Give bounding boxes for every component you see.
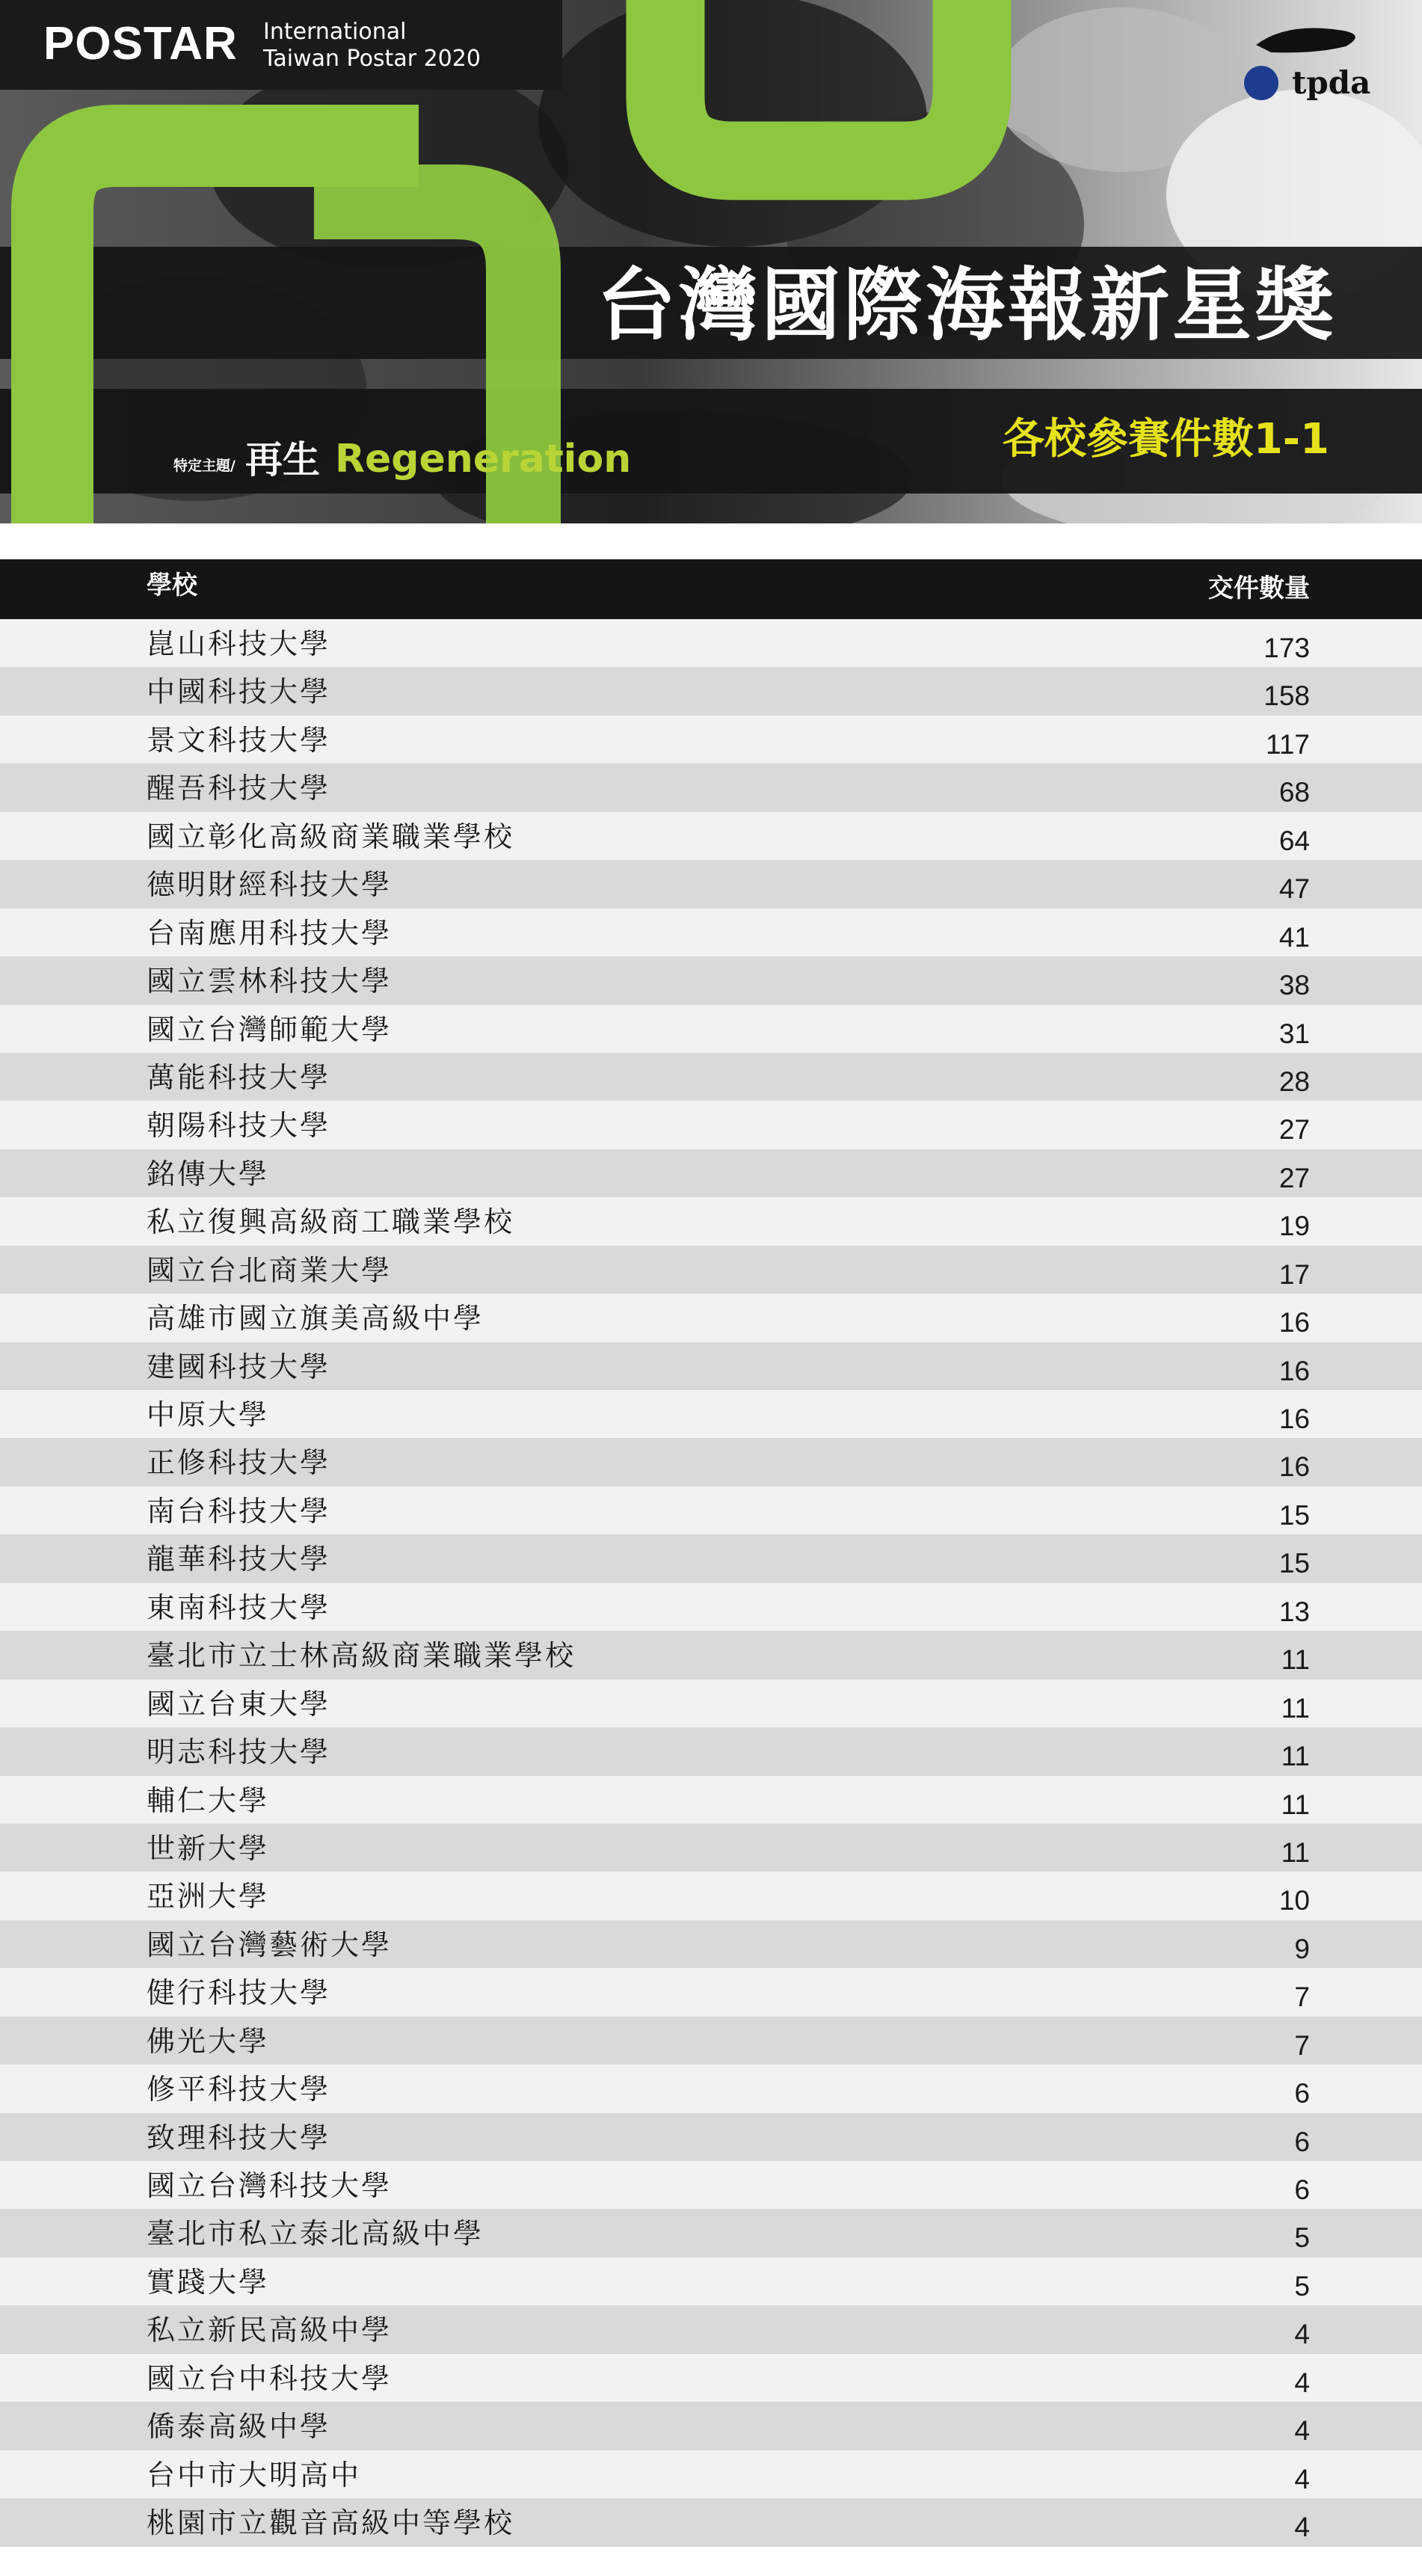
- school-name: 佛光大學: [147, 2024, 270, 2058]
- school-name: 桃園市立觀音高級中等學校: [147, 2506, 515, 2540]
- entry-count: 16: [1278, 1404, 1310, 1434]
- theme-name-en: Regeneration: [335, 437, 632, 482]
- school-name: 私立新民高級中學: [147, 2314, 393, 2347]
- table-row: [0, 860, 1422, 908]
- column-header-count: 交件數量: [1208, 574, 1310, 603]
- entry-count: 64: [1278, 825, 1310, 856]
- entry-count: 158: [1264, 680, 1310, 712]
- entry-count: 4: [1294, 2367, 1310, 2398]
- school-name: 國立台東大學: [147, 1687, 331, 1721]
- school-name: 私立復興高級商工職業學校: [147, 1205, 515, 1239]
- school-name: 台中市大明高中: [147, 2458, 362, 2492]
- entry-count: 7: [1294, 1982, 1310, 2013]
- table-row: [0, 2161, 1422, 2209]
- table-row: [0, 1294, 1422, 1341]
- entry-count: 28: [1278, 1066, 1310, 1097]
- entry-count: 68: [1278, 777, 1310, 808]
- entry-count: 4: [1294, 2319, 1310, 2350]
- school-name: 中原大學: [147, 1398, 270, 1431]
- table-row: [0, 1824, 1422, 1872]
- table-row: [0, 2113, 1422, 2161]
- entry-count: 19: [1278, 1211, 1310, 1242]
- school-name: 臺北市立士林高級商業職業學校: [147, 1639, 576, 1673]
- postar-logo: POSTAR: [43, 18, 238, 70]
- table-row: [0, 2402, 1422, 2450]
- entry-count: 15: [1278, 1548, 1310, 1579]
- school-name: 朝陽科技大學: [147, 1109, 331, 1143]
- table-row: [0, 667, 1422, 715]
- entry-count: 11: [1281, 1644, 1310, 1676]
- logo-subtitle-line1: International: [263, 19, 407, 45]
- entry-count: 4: [1294, 2463, 1310, 2494]
- entry-count: 13: [1278, 1596, 1310, 1627]
- entry-count: 6: [1294, 2078, 1310, 2109]
- school-name: 國立台灣科技大學: [147, 2169, 393, 2202]
- school-name: 銘傳大學: [147, 1157, 270, 1190]
- table-row: [0, 1920, 1422, 1968]
- table-row: [0, 1776, 1422, 1824]
- school-name: 中國科技大學: [147, 675, 331, 709]
- entry-count: 11: [1281, 1789, 1310, 1820]
- school-name: 國立雲林科技大學: [147, 965, 393, 998]
- tpda-wordmark: tpda: [1292, 64, 1371, 101]
- table-body: [0, 619, 1422, 2547]
- entry-count: 38: [1278, 970, 1310, 1001]
- column-header-school: 學校: [147, 571, 197, 600]
- table-row: [0, 1101, 1422, 1149]
- table-row: [0, 1679, 1422, 1727]
- table-row: [0, 1342, 1422, 1390]
- school-name: 國立台中科技大學: [147, 2361, 393, 2395]
- logo-panel: [0, 0, 562, 90]
- entry-count: 9: [1294, 1933, 1310, 1964]
- entry-count: 17: [1278, 1258, 1310, 1290]
- tpda-dot-icon: [1244, 66, 1278, 100]
- table-row: [0, 812, 1422, 860]
- school-name: 南台科技大學: [147, 1494, 331, 1528]
- table-row: [0, 1968, 1422, 2016]
- entry-count: 11: [1281, 1836, 1310, 1868]
- table-row: [0, 1583, 1422, 1631]
- school-name: 醒吾科技大學: [147, 772, 331, 805]
- header-banner: [0, 0, 1422, 523]
- school-name: 致理科技大學: [147, 2121, 331, 2154]
- table-row: [0, 2498, 1422, 2546]
- table-row: [0, 1246, 1422, 1294]
- entry-count: 11: [1281, 1692, 1310, 1724]
- school-name: 僑泰高級中學: [147, 2410, 331, 2444]
- table-row: [0, 1197, 1422, 1245]
- table-row: [0, 1390, 1422, 1438]
- entry-count: 11: [1281, 1741, 1310, 1772]
- table-row: [0, 1149, 1422, 1197]
- entry-count: 31: [1278, 1018, 1310, 1049]
- entry-count: 5: [1294, 2222, 1310, 2254]
- school-name: 萬能科技大學: [147, 1060, 331, 1094]
- entry-count: 47: [1278, 873, 1310, 905]
- table-row: [0, 1005, 1422, 1053]
- entry-count: 16: [1278, 1451, 1310, 1483]
- table-header: [0, 559, 1422, 619]
- table-row: [0, 956, 1422, 1004]
- table-row: [0, 909, 1422, 956]
- school-name: 輔仁大學: [147, 1783, 270, 1817]
- table-row: [0, 2354, 1422, 2402]
- entry-count: 117: [1266, 728, 1310, 760]
- school-name: 正修科技大學: [147, 1446, 331, 1480]
- logo-subtitle-line2: Taiwan Postar 2020: [263, 46, 481, 72]
- entries-table: [0, 559, 1422, 2547]
- page-subtitle: 各校參賽件數1-1: [1002, 415, 1329, 464]
- school-name: 高雄市國立旗美高級中學: [147, 1302, 484, 1335]
- table-row: [0, 2065, 1422, 2112]
- school-name: 國立台灣藝術大學: [147, 1928, 393, 1961]
- theme-name-zh: 再生: [245, 438, 320, 482]
- table-row: [0, 1727, 1422, 1775]
- entry-count: 173: [1264, 633, 1310, 663]
- school-name: 修平科技大學: [147, 2073, 331, 2106]
- entry-count: 4: [1294, 2512, 1310, 2543]
- theme-label: 特定主題/: [173, 458, 236, 474]
- table-row: [0, 1438, 1422, 1486]
- table-row: [0, 716, 1422, 763]
- entry-count: 27: [1278, 1114, 1310, 1146]
- school-name: 國立台北商業大學: [147, 1253, 393, 1287]
- school-name: 國立台灣師範大學: [147, 1012, 393, 1046]
- school-name: 健行科技大學: [147, 1976, 331, 2010]
- school-name: 國立彰化高級商業職業學校: [147, 820, 515, 853]
- school-name: 明志科技大學: [147, 1736, 331, 1769]
- entry-count: 16: [1278, 1355, 1310, 1386]
- entry-count: 6: [1294, 2126, 1310, 2157]
- school-name: 亞洲大學: [147, 1880, 270, 1913]
- table-row: [0, 2257, 1422, 2305]
- school-name: 景文科技大學: [147, 723, 331, 757]
- entry-count: 5: [1294, 2270, 1310, 2302]
- school-name: 德明財經科技大學: [147, 868, 393, 902]
- table-row: [0, 1631, 1422, 1679]
- school-name: 實踐大學: [147, 2265, 270, 2299]
- table-row: [0, 1487, 1422, 1534]
- table-row: [0, 1534, 1422, 1582]
- school-name: 東南科技大學: [147, 1590, 331, 1624]
- school-name: 崑山科技大學: [147, 627, 331, 660]
- entry-count: 27: [1278, 1162, 1310, 1193]
- school-name: 臺北市私立泰北高級中學: [147, 2217, 484, 2251]
- table-row: [0, 2017, 1422, 2065]
- entry-count: 6: [1294, 2174, 1310, 2205]
- entry-count: 7: [1294, 2029, 1310, 2061]
- table-row: [0, 2209, 1422, 2257]
- entry-count: 41: [1278, 921, 1310, 953]
- page-title: 台灣國際海報新星獎: [597, 259, 1337, 351]
- table-row: [0, 1872, 1422, 1919]
- school-name: 世新大學: [147, 1831, 270, 1865]
- tpda-logo: [1244, 66, 1370, 100]
- entry-count: 15: [1278, 1499, 1310, 1531]
- entry-count: 16: [1278, 1307, 1310, 1338]
- table-row: [0, 619, 1422, 667]
- table-row: [0, 2450, 1422, 2498]
- entry-count: 4: [1294, 2415, 1310, 2447]
- table-row: [0, 2305, 1422, 2353]
- table-row: [0, 763, 1422, 811]
- school-name: 台南應用科技大學: [147, 916, 393, 950]
- school-name: 龍華科技大學: [147, 1543, 331, 1576]
- school-name: 建國科技大學: [147, 1350, 331, 1383]
- table-row: [0, 1053, 1422, 1101]
- entry-count: 10: [1278, 1885, 1310, 1916]
